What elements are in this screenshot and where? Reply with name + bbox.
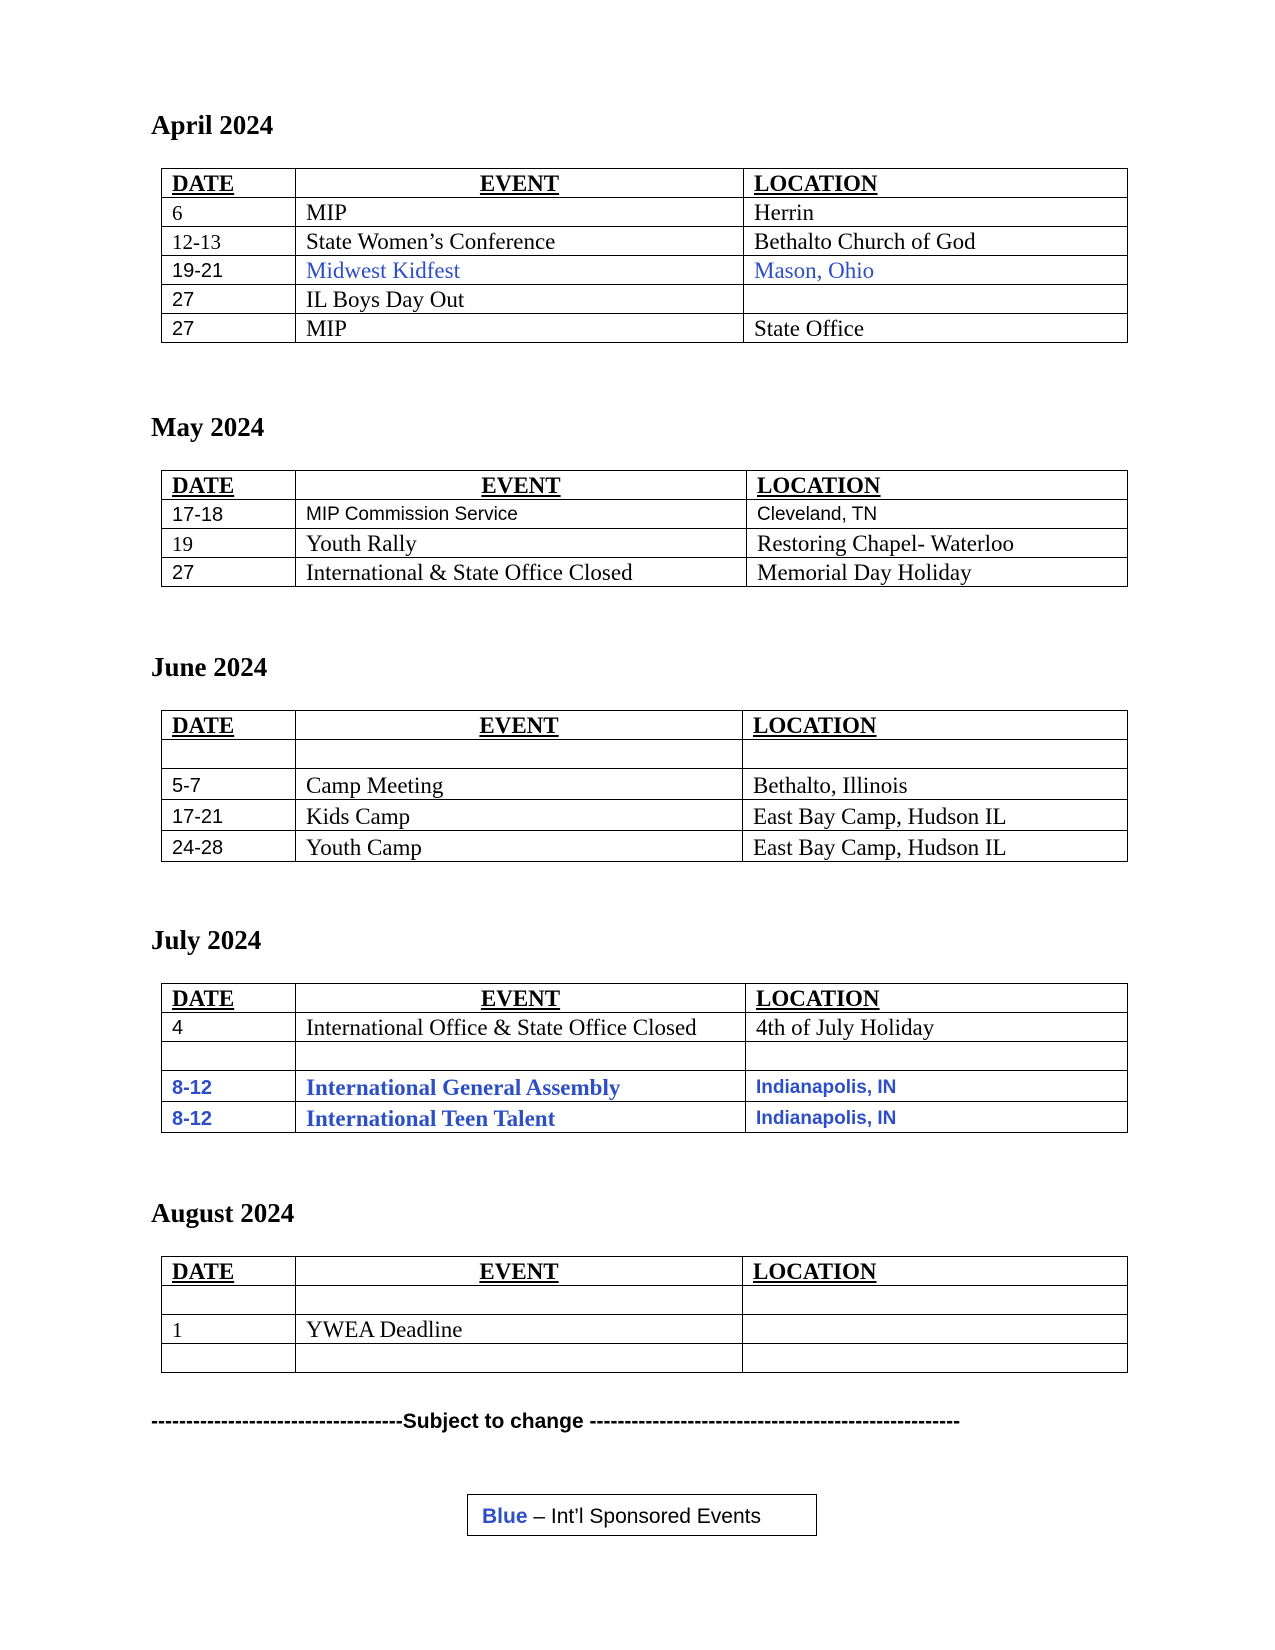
row-event bbox=[296, 740, 743, 769]
row-date: 27 bbox=[162, 285, 296, 314]
month-title-june: June 2024 bbox=[151, 652, 268, 682]
row-location: Indianapolis, IN bbox=[746, 1102, 1128, 1133]
header-event: EVENT bbox=[296, 984, 746, 1013]
header-event: EVENT bbox=[296, 1257, 743, 1286]
row-event bbox=[296, 1286, 743, 1315]
header-event: EVENT bbox=[296, 471, 747, 500]
row-date: 8-12 bbox=[162, 1071, 296, 1102]
subject-to-change-text: Subject to change bbox=[402, 1410, 584, 1433]
schedule-table-july bbox=[161, 983, 1128, 1133]
dashes-right: ----------------------------------------------------- bbox=[589, 1410, 961, 1433]
table-row bbox=[162, 1315, 1128, 1344]
row-event: MIP Commission Service bbox=[296, 500, 747, 529]
table-row bbox=[162, 314, 1128, 343]
schedule-table-june bbox=[161, 710, 1128, 862]
row-location bbox=[746, 1042, 1128, 1071]
row-date: 17-18 bbox=[162, 500, 296, 529]
row-date bbox=[162, 1344, 296, 1373]
header-date: DATE bbox=[162, 1257, 296, 1286]
header-date: DATE bbox=[162, 984, 296, 1013]
row-event bbox=[296, 1344, 743, 1373]
month-title-august: August 2024 bbox=[151, 1198, 295, 1228]
color-legend bbox=[467, 1494, 817, 1536]
header-location: LOCATION bbox=[747, 471, 1128, 500]
table-row bbox=[162, 740, 1128, 769]
row-location: Bethalto Church of God bbox=[744, 227, 1128, 256]
header-location: LOCATION bbox=[743, 1257, 1128, 1286]
row-location bbox=[743, 1286, 1128, 1315]
row-location: East Bay Camp, Hudson IL bbox=[743, 800, 1128, 831]
row-date: 27 bbox=[162, 558, 296, 587]
header-event: EVENT bbox=[296, 711, 743, 740]
row-location bbox=[743, 740, 1128, 769]
row-location: Mason, Ohio bbox=[744, 256, 1128, 285]
table-row bbox=[162, 800, 1128, 831]
table-row bbox=[162, 500, 1128, 529]
row-location bbox=[743, 1315, 1128, 1344]
table-row bbox=[162, 285, 1128, 314]
row-event: Kids Camp bbox=[296, 800, 743, 831]
table-row bbox=[162, 198, 1128, 227]
table-row bbox=[162, 558, 1128, 587]
row-date bbox=[162, 1286, 296, 1315]
row-event: MIP bbox=[296, 198, 744, 227]
row-location: East Bay Camp, Hudson IL bbox=[743, 831, 1128, 862]
legend-text: – Int’l Sponsored Events bbox=[527, 1505, 761, 1528]
table-row bbox=[162, 1042, 1128, 1071]
table-row bbox=[162, 256, 1128, 285]
header-event: EVENT bbox=[296, 169, 744, 198]
table-header-row bbox=[162, 711, 1128, 740]
row-event: International Teen Talent bbox=[296, 1102, 746, 1133]
month-title-july: July 2024 bbox=[151, 925, 262, 955]
schedule-table-august bbox=[161, 1256, 1128, 1373]
row-event: State Women’s Conference bbox=[296, 227, 744, 256]
row-date: 12-13 bbox=[162, 227, 296, 256]
table-header-row bbox=[162, 984, 1128, 1013]
row-event: YWEA Deadline bbox=[296, 1315, 743, 1344]
row-event: Camp Meeting bbox=[296, 769, 743, 800]
table-row bbox=[162, 1071, 1128, 1102]
row-location: Indianapolis, IN bbox=[746, 1071, 1128, 1102]
row-event: Youth Rally bbox=[296, 529, 747, 558]
row-date bbox=[162, 1042, 296, 1071]
row-date: 4 bbox=[162, 1013, 296, 1042]
table-header-row bbox=[162, 169, 1128, 198]
row-date: 17-21 bbox=[162, 800, 296, 831]
row-date: 6 bbox=[162, 198, 296, 227]
row-date: 1 bbox=[162, 1315, 296, 1344]
header-date: DATE bbox=[162, 711, 296, 740]
row-location: Herrin bbox=[744, 198, 1128, 227]
row-date: 27 bbox=[162, 314, 296, 343]
dashes-left: ------------------------------------ bbox=[151, 1410, 403, 1433]
row-location: Cleveland, TN bbox=[747, 500, 1128, 529]
row-event: International & State Office Closed bbox=[296, 558, 747, 587]
row-date bbox=[162, 740, 296, 769]
month-title-may: May 2024 bbox=[151, 412, 265, 442]
row-event: MIP bbox=[296, 314, 744, 343]
table-row bbox=[162, 831, 1128, 862]
row-event: Youth Camp bbox=[296, 831, 743, 862]
month-title-april: April 2024 bbox=[151, 110, 274, 140]
row-location: Restoring Chapel- Waterloo bbox=[747, 529, 1128, 558]
table-row bbox=[162, 1344, 1128, 1373]
header-location: LOCATION bbox=[744, 169, 1128, 198]
row-date: 19 bbox=[162, 529, 296, 558]
header-location: LOCATION bbox=[743, 711, 1128, 740]
table-row bbox=[162, 769, 1128, 800]
table-row bbox=[162, 1013, 1128, 1042]
schedule-table-april bbox=[161, 168, 1128, 343]
row-event: Midwest Kidfest bbox=[296, 256, 744, 285]
schedule-table-may bbox=[161, 470, 1128, 587]
table-header-row bbox=[162, 1257, 1128, 1286]
header-date: DATE bbox=[162, 471, 296, 500]
table-row bbox=[162, 1102, 1128, 1133]
row-event: International Office & State Office Closed bbox=[296, 1013, 746, 1042]
table-row bbox=[162, 529, 1128, 558]
legend-color-word: Blue bbox=[482, 1505, 528, 1528]
row-event bbox=[296, 1042, 746, 1071]
table-row bbox=[162, 1286, 1128, 1315]
row-date: 19-21 bbox=[162, 256, 296, 285]
row-date: 24-28 bbox=[162, 831, 296, 862]
row-location: Bethalto, Illinois bbox=[743, 769, 1128, 800]
table-row bbox=[162, 227, 1128, 256]
row-date: 8-12 bbox=[162, 1102, 296, 1133]
header-date: DATE bbox=[162, 169, 296, 198]
table-header-row bbox=[162, 471, 1128, 500]
row-location bbox=[744, 285, 1128, 314]
header-location: LOCATION bbox=[746, 984, 1128, 1013]
row-event: IL Boys Day Out bbox=[296, 285, 744, 314]
row-location: 4th of July Holiday bbox=[746, 1013, 1128, 1042]
row-location: Memorial Day Holiday bbox=[747, 558, 1128, 587]
row-date: 5-7 bbox=[162, 769, 296, 800]
row-event: International General Assembly bbox=[296, 1071, 746, 1102]
subject-to-change-note bbox=[151, 1410, 960, 1434]
row-location bbox=[743, 1344, 1128, 1373]
row-location: State Office bbox=[744, 314, 1128, 343]
